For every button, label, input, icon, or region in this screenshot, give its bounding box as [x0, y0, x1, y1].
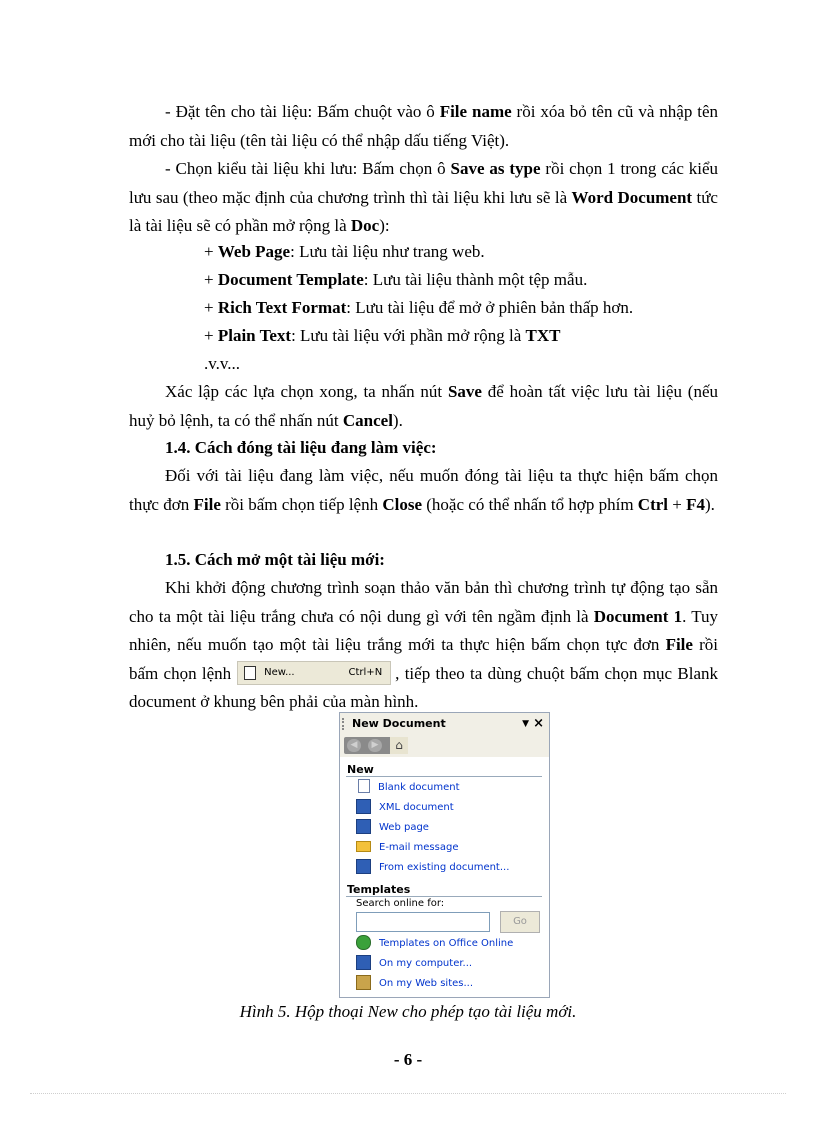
back-icon[interactable]: ◀: [347, 739, 361, 752]
section-divider: [346, 776, 542, 777]
option-plain-text: + Plain Text: Lưu tài liệu với phần mở rộng là TXT: [204, 326, 561, 345]
new-command-shortcut: Ctrl+N: [348, 666, 383, 678]
paragraph-close-document: Đối với tài liệu đang làm việc, nếu muốn đóng tài liệu ta thực hiện bấm chọn thực đơn File rồi bấm chọn tiếp lệnh Close (hoặc có thể nhấn tổ hợp phím Ctrl + F4).: [129, 466, 718, 514]
etc-text: .v.v...: [204, 354, 241, 373]
item-xml-document[interactable]: XML document: [356, 799, 454, 817]
task-pane-title-bar: [340, 713, 549, 735]
task-pane-nav: [340, 735, 549, 757]
section-templates: Templates: [347, 883, 411, 896]
existing-document-icon: [356, 859, 371, 874]
xml-document-icon: [356, 799, 371, 814]
item-web-page[interactable]: Web page: [356, 819, 429, 837]
new-command-label: New...: [264, 666, 295, 678]
new-document-task-pane: [339, 712, 550, 998]
document-icon: [244, 666, 256, 680]
dropdown-icon[interactable]: ▼: [522, 719, 529, 729]
item-on-my-computer[interactable]: On my computer...: [356, 955, 472, 973]
item-from-existing-document[interactable]: From existing document...: [356, 859, 509, 877]
section-divider: [346, 896, 542, 897]
item-templates-online[interactable]: Templates on Office Online: [356, 935, 513, 953]
grip-icon: [342, 718, 346, 730]
web-folder-icon: [356, 975, 371, 990]
item-blank-document[interactable]: Blank document: [356, 779, 460, 797]
option-rich-text-format: + Rich Text Format: Lưu tài liệu để mở ở phiên bản thấp hơn.: [204, 298, 634, 317]
page-footer-divider: [30, 1093, 786, 1094]
item-on-my-web-sites[interactable]: On my Web sites...: [356, 975, 473, 993]
forward-icon[interactable]: ▶: [368, 739, 382, 752]
search-input[interactable]: [356, 912, 490, 932]
paragraph-save-cancel: Xác lập các lựa chọn xong, ta nhấn nút Save để hoàn tất việc lưu tài liệu (nếu huỷ bỏ lệnh, ta có thể nhấn nút Cancel).: [129, 382, 718, 430]
go-button[interactable]: Go: [500, 911, 540, 933]
close-icon[interactable]: ×: [533, 716, 544, 731]
option-web-page: + Web Page: Lưu tài liệu như trang web.: [204, 242, 485, 261]
heading-close-document: 1.4. Cách đóng tài liệu đang làm việc:: [165, 438, 437, 457]
task-pane-title: New Document: [352, 717, 446, 730]
blank-document-icon: [358, 779, 370, 793]
option-document-template: + Document Template: Lưu tài liệu thành một tệp mẫu.: [204, 270, 588, 289]
globe-icon: [356, 935, 371, 950]
heading-new-document: 1.5. Cách mở một tài liệu mới:: [165, 550, 385, 569]
home-icon[interactable]: ⌂: [390, 737, 408, 754]
paragraph-new-document: Khi khởi động chương trình soạn thảo văn bản thì chương trình tự động tạo sẵn cho ta một tài liệu trắng chưa có nội dung gì với tên ngầm định là Document 1. Tuy nhiên, nếu muốn tạo một tài liệu trắng mới ta thực hiện bấm chọn tực đơn File rồi bấm chọn lệnh New... Ctrl+N , tiếp theo ta dùng chuột bấm chọn mục Blank document ở khung bên phải của màn hình.: [129, 578, 718, 711]
item-email-message[interactable]: E-mail message: [356, 839, 458, 857]
section-new: New: [347, 763, 374, 776]
paragraph-file-name: - Đặt tên cho tài liệu: Bấm chuột vào ô File name rồi xóa bỏ tên cũ và nhập tên mới cho tài liệu (tên tài liệu có thể nhập dấu tiếng Việt).: [129, 102, 718, 150]
paragraph-save-as-type: - Chọn kiểu tài liệu khi lưu: Bấm chọn ô Save as type rồi chọn 1 trong các kiểu lưu sau (theo mặc định của chương trình thì tài liệu khi lưu sẽ là Word Document tức là tài liệu sẽ có phần mở rộng là Doc):: [129, 159, 719, 235]
figure-caption: Hình 5. Hộp thoại New cho phép tạo tài liệu mới.: [239, 1002, 577, 1021]
web-page-icon: [356, 819, 371, 834]
new-command-image: [237, 661, 391, 685]
envelope-icon: [356, 841, 371, 852]
page-number: - 6 -: [393, 1050, 423, 1069]
computer-template-icon: [356, 955, 371, 970]
search-label: Search online for:: [356, 898, 445, 909]
